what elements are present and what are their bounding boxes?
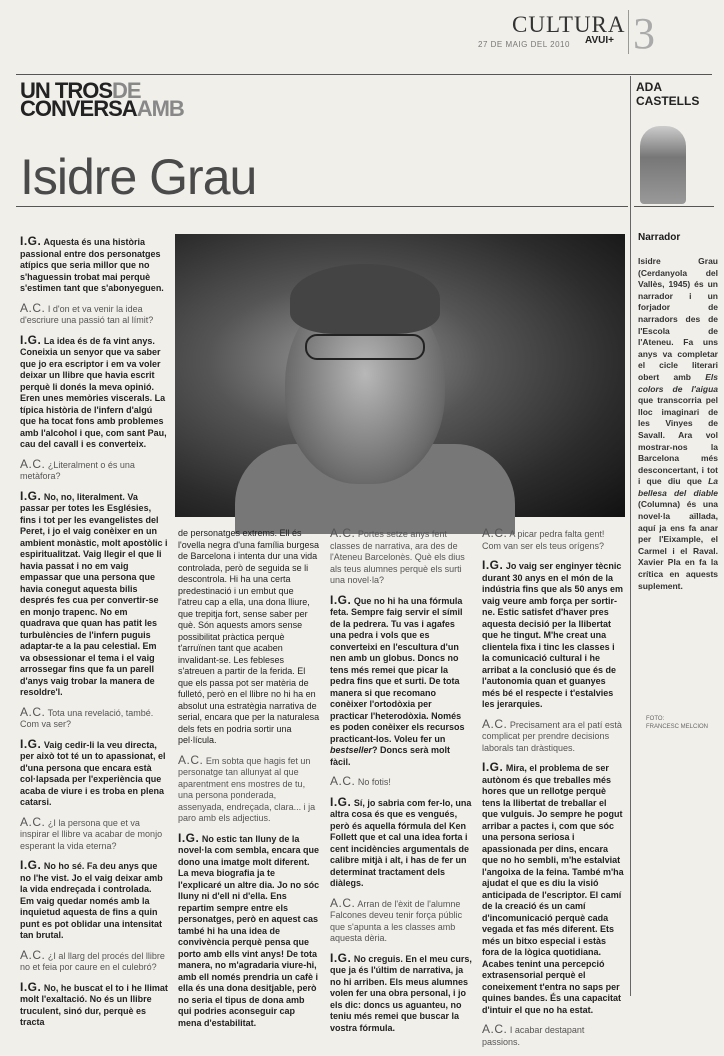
sidebar-top-rule [634, 206, 714, 207]
answer: I.G. Sí, jo sabria com fer-lo, una altra cosa és que es vengués, però és aquella fórmula del Ken Follett que et cal una idea forta i cent incidències argumentals de calibre mitjà i alt, i has de fer un determinat tractament dels diàlegs. [330, 794, 472, 888]
sidebar-divider [630, 76, 631, 996]
body-top-rule [16, 206, 628, 207]
author-photo [640, 126, 686, 204]
article-column-2 [178, 528, 320, 1037]
answer: I.G. Vaig cedir-li la veu directa, per això tot té un to apassionat, el d'una persona que encara està col·lapsada per l'experiència que acaba de viure i es troba en plena catarsi. [20, 736, 166, 807]
answer: I.G. No, no, literalment. Va passar per totes les Esglésies, fins i tot per les evangelistes del Peret, i jo el vaig conèixer en un ambient monàstic, molt apostòlic i espiritualitzat. Vaig llegir el que li havia passat i no em vaig empassar que una persona que havia conegut aquesta bilis després fes cua per convertir-se en monjo trapenc. No em quadrava que quan has patit les turbulències de l'infern puguis adaptar-te a la pau celestial. Em va obsessionar el tema i el vaig arrossegar fins que fa un parell d'anys vaig trobar la manera de resoldre'l. [20, 488, 168, 697]
sidebar-bio: Isidre Grau (Cerdanyola del Vallès, 1945) és un narrador i un forjador de narradors des de l'Escola de l'Ateneu. Fa uns anys va completar el cicle literari obert amb Els colors de l'aigua que transcorria pel lloc imaginari de les Vinyes de Savall. Ara vol mostrar-nos la Barcelona més desconcertant, i tot i que diu que La bellesa del diable (Columna) és una novel·la aïllada, aquí ja ens fa anar per l'Eixample, el Carmel i el Raval. Xavier Pla en fa la crítica en aquests suplement. [638, 256, 718, 591]
answer: I.G. Aquesta és una història passional entre dos personatges atípics que seria millor que no s'haguessin trobat mai perquè s'estimen tant que s'abonyeguen. [20, 234, 164, 293]
answer: I.G. No creguis. En el meu curs, que ja és l'últim de narrativa, ja no hi arriben. Els meus alumnes volen fer una obra personal, i jo els dic: doncs us aguanteu, no teniu més remei que buscar la vostra fórmula. [330, 950, 472, 1033]
author-first-name: ADA [636, 80, 662, 94]
question: A.C. Em sobta que hagis fet un personatge tan allunyat al que aparentment ens mostres de tu, una persona ponderada, assenyada, endreçada, clara... i ja paro amb els adjectius. [178, 752, 316, 823]
photo-hair [290, 264, 440, 334]
photo-credit: FOTO: FRANCESC MELCION [646, 716, 709, 730]
section-name: CULTURA [512, 12, 626, 37]
question: A.C. I acabar destapant passions. [482, 1022, 585, 1047]
page-title: Isidre Grau [20, 149, 257, 205]
sidebar-heading: Narrador [638, 232, 681, 243]
answer: I.G. No estic tan lluny de la novel·la com sembla, encara que dono una imatge molt diferent. La meva biografia ja te l'explicaré un altre dia. Jo no sóc lluny ni d'ell ni d'ella. Ens repartim sempre entre els personatges, però en aquest cas també hi ha una idea de convivència perquè pensa que porto amb ells vint anys! De tota manera, no m'agradaria viure-hi, amb ell només prendria un cafè i ella és una dona desitjable, però no seria el tipus de dona amb qui podries aconseguir cap mena d'estabilitat. [178, 830, 320, 1028]
question: A.C. ¿I al llarg del procés del llibre no et feia por caure en el culebró? [20, 947, 165, 972]
kicker-line-2: CONVERSAAMB [20, 96, 184, 121]
question: A.C. ¿Literalment o és una metàfora? [20, 456, 135, 481]
question: A.C. I d'on et va venir la idea d'escriure una passió tan al límit? [20, 300, 154, 325]
article-column-4 [482, 528, 624, 1056]
question: A.C. Arran de l'èxit de l'alumne Falcones deveu tenir força públic que s'apunta a les classes amb aquesta dèria. [330, 895, 463, 943]
question: A.C. A picar pedra falta gent! Com van ser els teus orígens? [482, 526, 605, 551]
answer: I.G. Mira, el problema de ser autònom és que treballes més hores que un rellotge perquè tens la llibertat de treballar el que vulguis. Jo sempre he pogut arribar a pactes i, com que sóc una persona seriosa i apassionada per dins, encara que no ho sembli, m'he estalviat l'angoixa de la feina. També m'ha ajudat el que es diu la visió anticipada de l'escriptor. El camí de la creació és un camí d'incomunicació perquè cada vegada et fas més diferent. Ets més un bitxo especial i estàs fora de la lògica quotidiana. Acabes tenint una percepció extrasensorial perquè el coneixement t'entra no saps per quines bandes. És una capacitat d'intuir el que no ha estat. [482, 760, 624, 1015]
article-column-3 [330, 528, 472, 1042]
header-divider [628, 10, 629, 54]
question: A.C. ¿I la persona que et va inspirar el llibre va acabar de monjo esperant la vida eterna? [20, 814, 163, 851]
answer: I.G. No, he buscat el to i he llimat molt l'exaltació. No és un llibre truculent, sinó dur, perquè es tracta [20, 979, 168, 1027]
question: A.C. Tota una revelació, també. Com va ser? [20, 704, 154, 729]
question: A.C. Portes setze anys fent classes de narrativa, ara des de l'Ateneu Barcelonès. Què els dius als teus alumnes perquè els surti una novel·la? [330, 526, 465, 585]
page-number: 3 [633, 9, 655, 58]
brand-logo: AVUI+ [585, 35, 614, 46]
top-rule [16, 74, 712, 75]
photo-glasses [305, 334, 425, 360]
publication-date: 27 DE MAIG DEL 2010 [478, 40, 570, 49]
answer: I.G. Que no hi ha una fórmula feta. Sempre faig servir el símil de la pedrera. Tu vas i agafes una pedra i vols que es converteixi en l'escultura d'un nen amb un globus. Doncs no tens més remei que picar la pedra fins que et surti. De tota manera si que recomano conèixer l'ortodòxia per practicar l'heterodòxia. Només es poden conèixer els recursos practicant-los. Voleu fer un bestseller? Doncs serà molt fàcil. [330, 592, 465, 767]
author-byline [636, 80, 699, 108]
article-column-1 [20, 236, 168, 1037]
answer: I.G. La idea és de fa vint anys. Coneixia un senyor que va saber que jo era escriptor i em va voler deixar un llibre que havia escrit perquè li donés la meva opinió. Eren unes memòries viscerals. La típica història de l'infern d'algú que ha tocat fons amb problemes amb l'alcohol i que, com sant Pau, cau del cavall i es converteix. [20, 332, 167, 449]
answer: I.G. No ho sé. Fa deu anys que no l'he vist. Jo el vaig deixar amb la vida endreçada i controlada. Em vaig quedar només amb la inquietud aquesta de fins a quin punt es pot oblidar una intensitat tan brutal. [20, 858, 163, 940]
author-last-name: CASTELLS [636, 94, 700, 108]
portrait-photo [175, 234, 625, 517]
answer: I.G. Jo vaig ser enginyer tècnic durant 30 anys en el món de la indústria fins que als 50 anys em vaig veure amb força per sortir-ne. Estic satisfet d'haver pres aquesta decisió per la llibertat que he tingut. M'he creat una clientela fixa i tinc les classes i la comunicació cultural i he arribat a la conclusió que és de l'autonomia quan et guanyes més bé el respecte i t'estalvies les jerarquies. [482, 558, 624, 709]
question: A.C. Precisament ara el patí està complicat per prendre decisions laborals tan dràstiques. [482, 716, 622, 753]
question: A.C. No fotis! [330, 774, 391, 788]
kicker-line-1: UN TROSDE [20, 78, 141, 103]
answer-continued: de personatges extrems. Ell és l'ovella negra d'una família burgesa de Barcelona i intenta dur una vida controlada, però de seguida se li descontrola. Hi ha una certa predestinació i un embut que l'atreu cap a ella, una dona lliure, que trepitja fort, sense saber per què. Són aquests amors sense possibilitat pràctica perquè t'arruïnen tant que acaben invalidant-se. Les febleses s'atreuen a partir de la ferida. El que els passa pot ser matèria de fulletó, però en el llibre no hi ha en absolut una estratègia narrativa de serial, encara que per la naturalesa dels fets en podria sortir una pel·lícula. [178, 528, 320, 745]
